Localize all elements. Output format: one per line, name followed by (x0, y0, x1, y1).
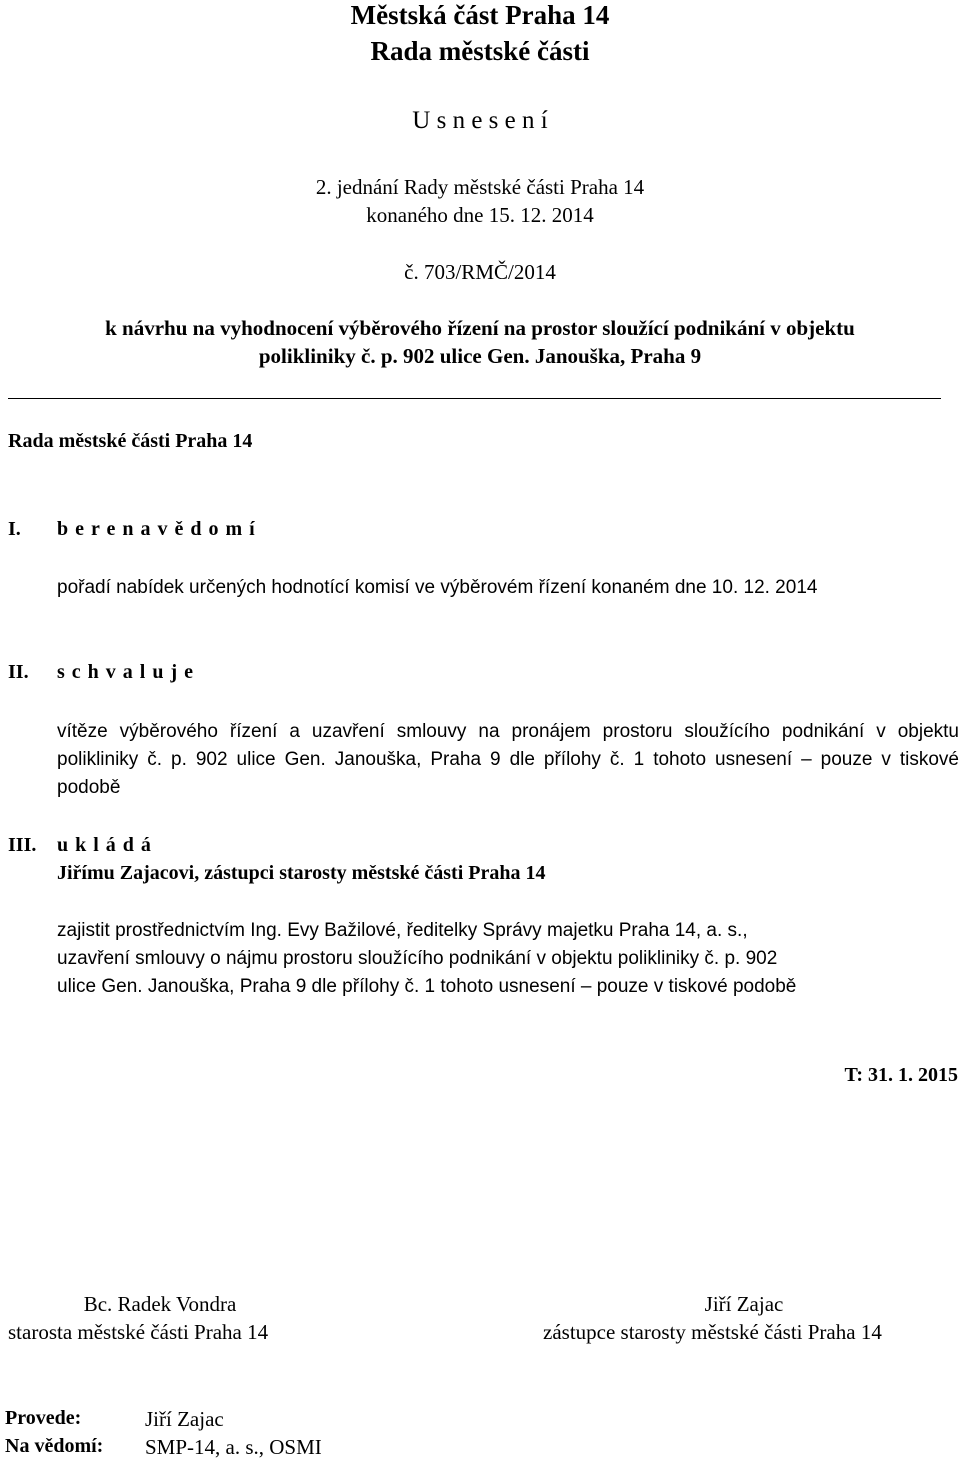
section-text-1: pořadí nabídek určených hodnotící komisí ve výběrovém řízení konaném dne 10. 12. 2014 (57, 577, 818, 598)
provede-value: Jiří Zajac (145, 1407, 224, 1431)
na-vedomi-label: Na vědomí: (5, 1435, 104, 1457)
signature-left-role: starosta městské části Praha 14 (8, 1320, 269, 1344)
section-text-3-line-2: uzavření smlouvy o nájmu prostoru sloužícího podnikání v objektu polikliniky č. p. 902 (57, 948, 778, 969)
header-council: Rada městské části (370, 36, 590, 66)
section-numeral-1: I. (8, 518, 21, 540)
deadline: T: 31. 1. 2015 (844, 1064, 958, 1086)
section-heading-1: b e r e n a v ě d o m í (57, 518, 256, 540)
subject-line-1: k návrhu na vyhodnocení výběrového řízení na prostor sloužící podnikání v objektu (105, 316, 855, 340)
section-text-2: vítěze výběrového řízení a uzavření smlouvy na pronájem prostoru sloužícího podnikání v objektu polikliniky č. p. 902 ulice Gen. Janouška, Praha 9 dle přílohy č. 1 tohoto usnesení – pouze v tiskové podobě (57, 721, 959, 798)
provede-label: Provede: (5, 1407, 82, 1429)
meeting-date: konaného dne 15. 12. 2014 (366, 203, 594, 227)
resolution-number: č. 703/RMČ/2014 (404, 260, 556, 284)
section-text-3-line-3: ulice Gen. Janouška, Praha 9 dle přílohy č. 1 tohoto usnesení – pouze v tiskové podobě (57, 976, 797, 997)
divider-line (8, 398, 941, 399)
section-assignee-3: Jiřímu Zajacovi, zástupci starosty městské části Praha 14 (57, 862, 546, 884)
na-vedomi-value: SMP-14, a. s., OSMI (145, 1435, 322, 1459)
section-numeral-2: II. (8, 661, 29, 683)
section-numeral-3: III. (8, 834, 37, 856)
document-type: U s n e s e n í (412, 107, 548, 134)
meeting-line: 2. jednání Rady městské části Praha 14 (315, 175, 645, 199)
signature-right-name: Jiří Zajac (704, 1292, 784, 1316)
section-heading-2: s c h v a l u j e (57, 661, 194, 683)
signature-left-name: Bc. Radek Vondra (83, 1292, 237, 1316)
section-text-3-line-1: zajistit prostřednictvím Ing. Evy Bažilové, ředitelky Správy majetku Praha 14, a. s., (57, 920, 748, 941)
header-municipality: Městská část Praha 14 (350, 0, 610, 30)
section-heading-3: u k l á d á (57, 834, 152, 856)
signature-right-role: zástupce starosty městské části Praha 14 (543, 1320, 882, 1344)
council-heading: Rada městské části Praha 14 (8, 430, 253, 452)
subject-line-2: polikliniky č. p. 902 ulice Gen. Janouška, Praha 9 (258, 344, 702, 368)
